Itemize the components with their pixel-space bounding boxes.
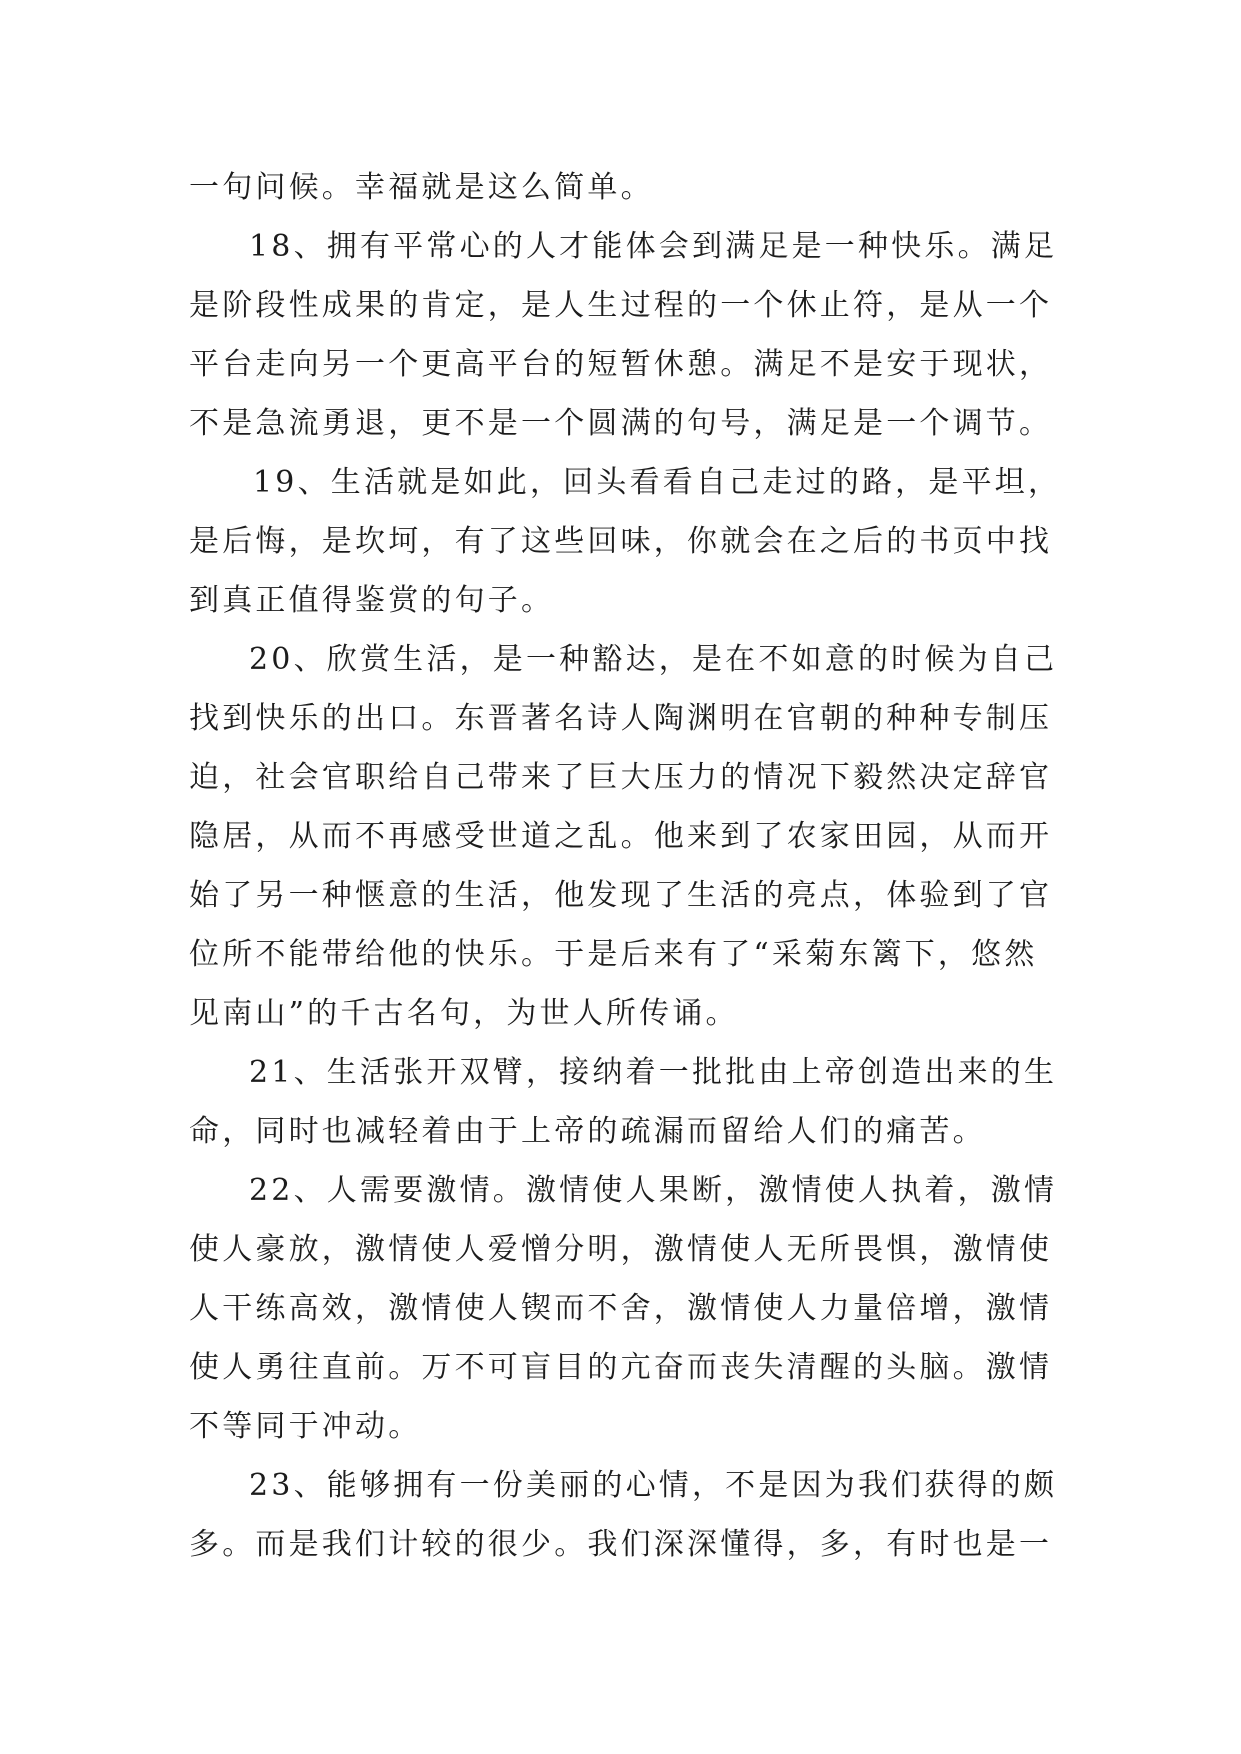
paragraph-23-line: 23、能够拥有一份美丽的心情，不是因为我们获得的颇 <box>249 1468 1058 1503</box>
paragraph-19-line: 19、生活就是如此，回头看看自己走过的路，是平坦， <box>253 465 1062 500</box>
text-line: 使人豪放，激情使人爱憎分明，激情使人无所畏惧，激情使 <box>189 1232 1053 1267</box>
text-line: 多。而是我们计较的很少。我们深深懂得，多，有时也是一 <box>189 1527 1053 1562</box>
paragraph-22-line: 22、人需要激情。激情使人果断，激情使人执着，激情 <box>249 1173 1058 1208</box>
paragraph-20-line: 20、欣赏生活，是一种豁达，是在不如意的时候为自己 <box>249 642 1058 677</box>
paragraph-21-line: 21、生活张开双臂，接纳着一批批由上帝创造出来的生 <box>249 1055 1058 1090</box>
document-body <box>189 158 1062 1574</box>
text-line: 人干练高效，激情使人锲而不舍，激情使人力量倍增，激情 <box>189 1291 1053 1326</box>
text-line: 找到快乐的出口。东晋著名诗人陶渊明在官朝的种种专制压 <box>189 701 1053 736</box>
text-line: 隐居，从而不再感受世道之乱。他来到了农家田园，从而开 <box>189 819 1053 854</box>
text-line: 是后悔，是坎坷，有了这些回味，你就会在之后的书页中找 <box>189 524 1053 559</box>
text-line: 不是急流勇退，更不是一个圆满的句号，满足是一个调节。 <box>189 406 1053 441</box>
text-line: 命，同时也减轻着由于上帝的疏漏而留给人们的痛苦。 <box>189 1114 986 1149</box>
text-line: 到真正值得鉴赏的句子。 <box>189 583 555 618</box>
text-line: 是阶段性成果的肯定，是人生过程的一个休止符，是从一个 <box>189 288 1053 323</box>
text-line: 平台走向另一个更高平台的短暂休憩。满足不是安于现状， <box>189 347 1053 382</box>
text-line: 使人勇往直前。万不可盲目的亢奋而丧失清醒的头脑。激情 <box>189 1350 1053 1385</box>
text-line: 见南山”的千古名句，为世人所传诵。 <box>189 996 739 1031</box>
text-line: 不等同于冲动。 <box>189 1409 422 1444</box>
paragraph-18-line: 18、拥有平常心的人才能体会到满足是一种快乐。满足 <box>249 229 1058 264</box>
text-line: 位所不能带给他的快乐。于是后来有了“采菊东篱下，悠然 <box>189 937 1038 972</box>
text-line: 始了另一种惬意的生活，他发现了生活的亮点，体验到了官 <box>189 878 1053 913</box>
text-line: 迫，社会官职给自己带来了巨大压力的情况下毅然决定辞官 <box>189 760 1053 795</box>
text-line: 一句问候。幸福就是这么简单。 <box>189 170 654 205</box>
